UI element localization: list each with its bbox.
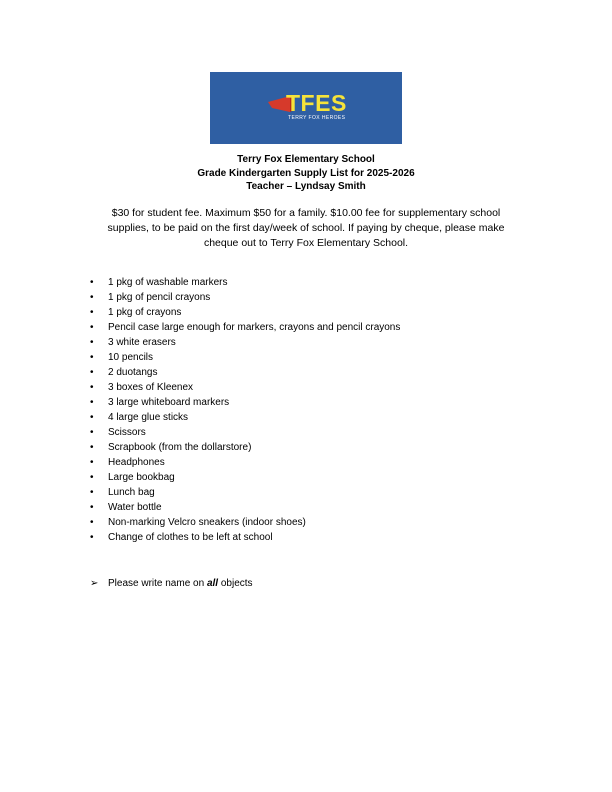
bullet-icon: • (90, 442, 94, 453)
note-emphasis: all (206, 578, 219, 589)
list-title: Grade Kindergarten Supply List for 2025-2026 (197, 167, 415, 179)
list-item-text: 3 large whiteboard markers (108, 397, 230, 408)
list-item-text: 3 white erasers (108, 337, 176, 348)
list-item-text: Change of clothes to be left at school (108, 532, 273, 543)
list-item (88, 455, 400, 470)
list-item (88, 305, 400, 320)
fee-paragraph: $30 for student fee. Maximum $50 for a family. $10.00 fee for supplementary school supplies, to be paid on the first day/week of school. If paying by cheque, please make cheque out to Terry Fox Elementary School. (107, 207, 505, 249)
bullet-icon: • (90, 337, 94, 348)
bullet-icon: • (90, 517, 94, 528)
bullet-icon: • (90, 532, 94, 543)
bullet-icon: • (90, 457, 94, 468)
list-item (88, 335, 400, 350)
list-item-text: Pencil case large enough for markers, crayons and pencil crayons (108, 322, 401, 333)
list-item-text: 2 duotangs (108, 367, 158, 378)
document-header (0, 153, 612, 194)
list-item-text: Water bottle (108, 502, 162, 513)
list-item (88, 440, 400, 455)
list-item-text: Non-marking Velcro sneakers (indoor shoes) (108, 517, 306, 528)
list-item (88, 425, 400, 440)
supply-list (88, 275, 400, 545)
list-item (88, 500, 400, 515)
bullet-icon: • (90, 352, 94, 363)
list-item (88, 485, 400, 500)
list-item (88, 320, 400, 335)
note-prefix: Please write name on (108, 578, 207, 589)
list-item-text: Large bookbag (108, 472, 175, 483)
bullet-icon: • (90, 292, 94, 303)
bullet-icon: • (90, 307, 94, 318)
bullet-icon: • (90, 367, 94, 378)
bullet-icon: • (90, 397, 94, 408)
list-item-text: 3 boxes of Kleenex (108, 382, 194, 393)
bullet-icon: • (90, 277, 94, 288)
note-suffix: objects (218, 578, 253, 589)
list-item (88, 365, 400, 380)
bullet-icon: • (90, 502, 94, 513)
note-text (88, 578, 253, 589)
list-item-text: 1 pkg of pencil crayons (108, 292, 211, 303)
bullet-icon: • (90, 427, 94, 438)
list-item-text: 10 pencils (108, 352, 154, 363)
list-item (88, 350, 400, 365)
arrow-bullet-icon: ➢ (90, 578, 99, 589)
list-item-text: 1 pkg of crayons (108, 307, 182, 318)
school-logo (210, 72, 402, 144)
list-item (88, 410, 400, 425)
school-name: Terry Fox Elementary School (237, 154, 375, 165)
bullet-icon: • (90, 412, 94, 423)
list-item-text: 4 large glue sticks (108, 412, 189, 423)
list-item (88, 515, 400, 530)
list-item-text: 1 pkg of washable markers (108, 277, 228, 288)
list-item-text: Headphones (108, 457, 165, 468)
list-item (88, 530, 400, 545)
list-item (88, 380, 400, 395)
teacher-name: Teacher – Lyndsay Smith (246, 181, 366, 192)
logo-text: TFES (286, 90, 347, 116)
list-item (88, 395, 400, 410)
list-item-text: Scissors (108, 427, 146, 438)
list-item (88, 470, 400, 485)
bullet-icon: • (90, 322, 94, 333)
bullet-icon: • (90, 487, 94, 498)
list-item (88, 275, 400, 290)
list-item-text: Scrapbook (from the dollarstore) (108, 442, 252, 453)
bullet-icon: • (90, 472, 94, 483)
list-item-text: Lunch bag (108, 487, 155, 498)
name-note (88, 576, 253, 591)
logo-subtext: TERRY FOX HEROES (288, 115, 346, 121)
bullet-icon: • (90, 382, 94, 393)
list-item (88, 290, 400, 305)
